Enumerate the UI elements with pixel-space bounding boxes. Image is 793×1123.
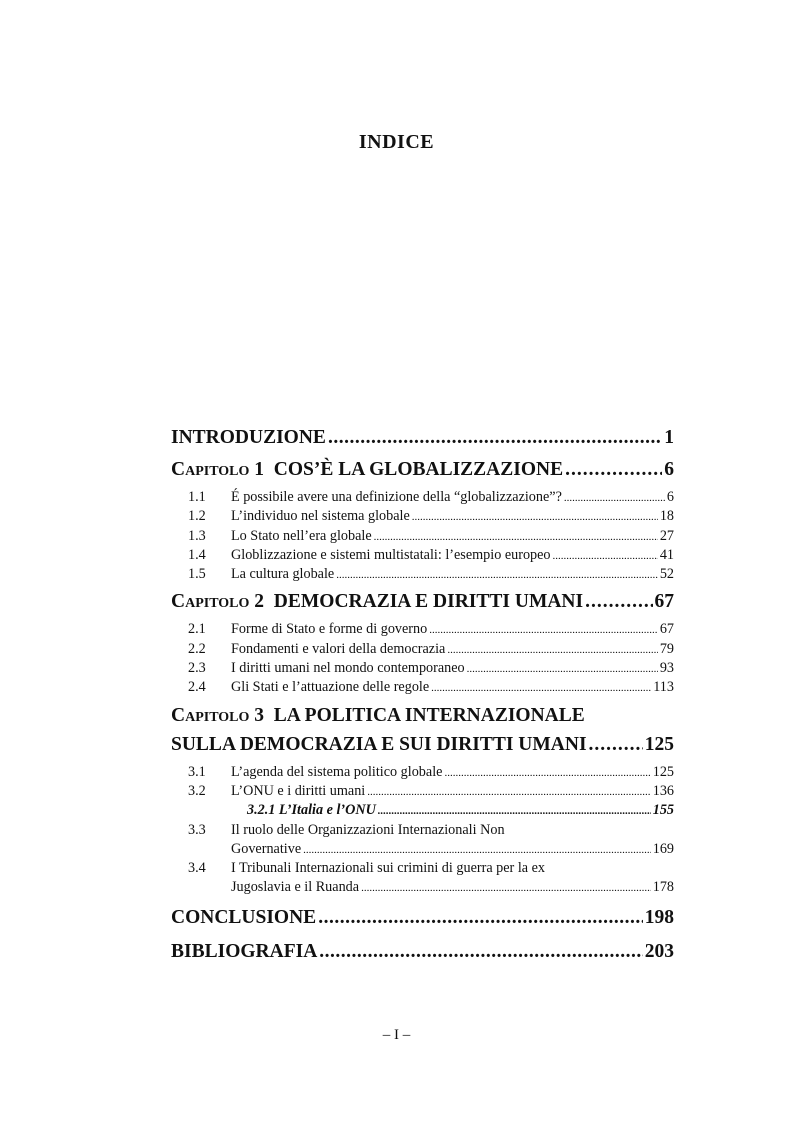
toc-section-continuation[interactable] <box>171 840 674 859</box>
section-number: 2.4 <box>188 679 206 696</box>
section-page: 136 <box>652 782 674 799</box>
leader-dots <box>431 679 651 698</box>
leader-dots <box>467 660 658 679</box>
toc-section[interactable] <box>171 488 674 507</box>
leader-dots <box>589 730 643 759</box>
section-number: 3.2 <box>188 782 206 799</box>
leader-dots <box>378 802 651 821</box>
toc-section[interactable] <box>171 546 674 565</box>
leader-dots <box>585 587 652 616</box>
section-page: 79 <box>659 640 674 657</box>
toc-section[interactable] <box>171 782 674 801</box>
leader-dots <box>565 455 662 484</box>
section-label: Governative <box>231 840 302 857</box>
section-page: 178 <box>652 879 674 896</box>
chapter-2-sections <box>171 620 674 697</box>
subsection-label: 3.2.1 L’Italia e l’ONU <box>247 802 376 819</box>
chapter-prefix: Capitolo 3 <box>171 704 265 726</box>
section-number: 1.5 <box>188 566 206 583</box>
toc-entry-page: 203 <box>644 940 674 962</box>
leader-dots <box>444 764 650 783</box>
section-page: 18 <box>659 508 674 525</box>
section-label: Fondamenti e valori della democrazia <box>231 640 446 657</box>
toc-section[interactable] <box>171 821 674 840</box>
leader-dots <box>336 566 658 585</box>
toc-entry-conclusione[interactable] <box>171 901 674 935</box>
section-page: 52 <box>659 566 674 583</box>
section-label: É possibile avere una definizione della “globalizzazione”? <box>231 489 562 505</box>
toc-entry-label: INTRODUZIONE <box>171 427 326 448</box>
section-number: 1.4 <box>188 546 206 563</box>
table-of-contents <box>171 421 674 969</box>
leader-dots <box>429 621 658 640</box>
toc-section-continuation[interactable] <box>171 878 674 897</box>
toc-section[interactable] <box>171 507 674 526</box>
page-number-footer: – I – <box>382 1027 411 1043</box>
toc-section[interactable] <box>171 859 674 878</box>
section-number: 1.2 <box>188 508 206 525</box>
section-label: L’individuo nel sistema globale <box>231 508 410 525</box>
leader-dots <box>553 547 658 566</box>
toc-section[interactable] <box>171 659 674 678</box>
chapter-page: 6 <box>664 459 674 480</box>
section-label: L’ONU e i diritti umani <box>231 782 366 799</box>
toc-entry-label: CONCLUSIONE <box>171 906 317 928</box>
toc-entry-introduzione[interactable] <box>171 421 674 455</box>
section-label: L’agenda del sistema politico globale <box>231 763 443 780</box>
toc-entry-page: 1 <box>664 427 674 448</box>
leader-dots <box>447 641 658 660</box>
section-label: Gli Stati e l’attuazione delle regole <box>231 679 430 696</box>
leader-dots <box>361 879 651 898</box>
chapter-title: DEMOCRAZIA E DIRITTI UMANI <box>273 591 584 613</box>
section-label: I diritti umani nel mondo contemporaneo <box>231 660 465 677</box>
chapter-prefix: Capitolo 2 <box>171 591 265 613</box>
section-label: Lo Stato nell’era globale <box>231 527 372 544</box>
subsection-page: 155 <box>652 802 674 819</box>
section-label: Forme di Stato e forme di governo <box>231 621 428 638</box>
section-number: 3.3 <box>188 821 206 838</box>
chapter-page: 67 <box>654 591 674 613</box>
section-page: 67 <box>659 621 674 638</box>
leader-dots <box>328 421 662 455</box>
section-label: Il ruolo delle Organizzazioni Internazionali Non <box>231 821 505 838</box>
toc-section[interactable] <box>171 763 674 782</box>
section-number: 1.3 <box>188 527 206 544</box>
toc-section[interactable] <box>171 640 674 659</box>
section-page: 6 <box>666 489 674 505</box>
section-page: 27 <box>659 527 674 544</box>
section-number: 3.4 <box>188 860 206 877</box>
leader-dots <box>318 901 643 935</box>
chapter-prefix: Capitolo 1 <box>171 459 265 480</box>
toc-chapter-1[interactable] <box>171 455 674 484</box>
chapter-title-line2: SULLA DEMOCRAZIA E SUI DIRITTI UMANI <box>171 733 587 755</box>
toc-section[interactable] <box>171 527 674 546</box>
toc-subsection[interactable] <box>171 801 674 820</box>
toc-section[interactable] <box>171 678 674 697</box>
leader-dots <box>303 841 651 860</box>
section-label: La cultura globale <box>231 566 335 583</box>
chapter-1-sections <box>171 488 674 584</box>
toc-entry-bibliografia[interactable] <box>171 935 674 969</box>
section-page: 169 <box>652 840 674 857</box>
leader-dots <box>564 489 665 508</box>
toc-entry-label: BIBLIOGRAFIA <box>171 940 318 962</box>
page-title: INDICE <box>358 131 435 153</box>
section-page: 113 <box>653 679 674 696</box>
section-number: 2.2 <box>188 640 206 657</box>
section-page: 125 <box>652 763 674 780</box>
section-label: Jugoslavia e il Ruanda <box>231 879 360 896</box>
leader-dots <box>319 935 642 969</box>
toc-section[interactable] <box>171 565 674 584</box>
chapter-page: 125 <box>644 733 674 755</box>
section-number: 1.1 <box>188 489 206 505</box>
leader-dots <box>412 508 658 527</box>
chapter-title-line1: LA POLITICA INTERNAZIONALE <box>273 704 585 726</box>
section-label: Globlizzazione e sistemi multistatali: l’esempio europeo <box>231 546 551 563</box>
section-number: 2.3 <box>188 660 206 677</box>
section-page: 93 <box>659 660 674 677</box>
toc-section[interactable] <box>171 620 674 639</box>
toc-chapter-3[interactable] <box>171 701 674 759</box>
section-label: I Tribunali Internazionali sui crimini di guerra per la ex <box>231 860 546 877</box>
section-page: 41 <box>659 546 674 563</box>
toc-chapter-2[interactable] <box>171 587 674 616</box>
leader-dots <box>367 783 650 802</box>
leader-dots <box>374 528 658 547</box>
chapter-3-sections <box>171 763 674 898</box>
toc-entry-page: 198 <box>644 906 674 928</box>
chapter-title: COS’È LA GLOBALIZZAZIONE <box>273 459 564 480</box>
section-number: 3.1 <box>188 763 206 780</box>
section-number: 2.1 <box>188 621 206 638</box>
